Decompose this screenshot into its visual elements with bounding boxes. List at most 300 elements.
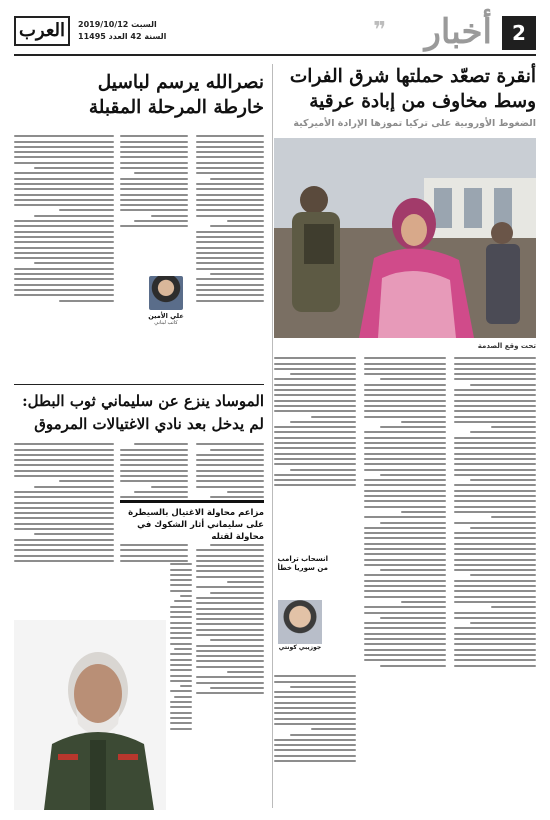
column-rule [272,64,273,808]
text-line [170,712,192,714]
text-line [120,454,188,456]
text-line [274,723,356,725]
text-line [14,491,114,493]
text-line [274,691,356,693]
quote-mark-icon: ❞ [373,18,386,43]
text-line [14,284,114,286]
text-line [454,665,536,667]
text-line [14,523,114,525]
text-line [454,564,536,566]
text-line [196,231,264,233]
lead-photo [274,138,536,338]
text-line [196,629,264,631]
text-line [380,378,446,380]
text-line [120,475,188,477]
minister-caption: جوزيبي كونتي [278,644,322,651]
text-line [364,416,446,418]
text-line [134,220,188,222]
text-line [364,405,446,407]
text-line [274,675,356,677]
text-line [14,278,114,280]
second-headline [14,70,264,120]
text-line [170,701,192,703]
text-line [196,268,264,270]
text-line [274,405,356,407]
text-line [227,671,264,673]
text-line [170,616,192,618]
text-line [14,470,114,472]
text-line [120,480,188,482]
soleimani-photo [14,620,166,810]
text-line [196,284,264,286]
text-line [14,496,114,498]
text-line [120,188,188,190]
text-line [454,447,536,449]
text-line [274,755,356,757]
text-line [14,560,114,562]
text-line [274,389,356,391]
text-line [196,236,264,238]
text-line [134,172,188,174]
text-line [134,491,188,493]
text-line [120,549,188,551]
text-line [364,442,446,444]
text-line [454,596,536,598]
text-line [14,294,114,296]
text-line [196,618,264,620]
text-line [227,220,264,222]
text-line [14,199,114,201]
text-line [364,627,446,629]
text-line [196,146,264,148]
text-line [454,643,536,645]
text-line [14,172,114,174]
text-line [274,458,356,460]
text-line [364,469,446,471]
text-line [454,627,536,629]
lead-story-col-1 [454,354,536,808]
text-line [170,622,192,624]
text-line [364,527,446,529]
text-line [14,449,114,451]
text-line [14,194,114,196]
lead-headline-line2: وسط مخاوف من إبادة عرقية [309,91,536,112]
text-line [174,696,192,698]
text-line [120,194,188,196]
text-line [170,717,192,719]
text-line [454,543,536,545]
text-line [196,613,264,615]
third-headline [14,390,264,436]
text-line [364,537,446,539]
text-line [274,437,356,439]
text-line [364,373,446,375]
text-line [120,167,188,169]
text-line [120,464,188,466]
columnist-box [136,276,196,334]
text-line [196,300,264,302]
text-line [151,486,188,488]
text-line [59,209,114,211]
text-line [364,532,446,534]
section-rule [14,384,264,385]
text-line [364,548,446,550]
text-line [196,634,264,636]
text-line [14,454,114,456]
text-line [364,431,446,433]
text-line [401,421,446,423]
text-line [454,590,536,592]
text-line [274,431,356,433]
text-line [120,135,188,137]
text-line [59,300,114,302]
text-line [196,555,264,557]
text-line [274,463,356,465]
text-line [274,474,356,476]
text-line [14,502,114,504]
third-story-col-3 [14,440,114,616]
text-line [274,484,356,486]
text-line [14,273,114,275]
text-line [274,744,356,746]
text-line [170,632,192,634]
portrait-photo [14,620,166,810]
text-line [274,760,356,762]
second-headline-line1: نصرالله يرسم لباسيل [97,72,264,93]
lead-story-col-3 [274,354,356,550]
text-line [470,527,536,529]
text-line [196,241,264,243]
text-line [170,579,192,581]
text-line [196,470,264,472]
text-line [170,584,192,586]
text-line [14,225,114,227]
text-line [196,141,264,143]
text-line [170,680,192,682]
text-line [14,252,114,254]
text-line [34,486,114,488]
text-line [454,368,536,370]
text-line [380,617,446,619]
issue-date: السبت 2019/10/12 [78,20,157,29]
text-line [364,363,446,365]
lead-story-col-3b [274,672,356,808]
text-line [364,384,446,386]
text-line [14,517,114,519]
text-line [454,654,536,656]
text-line [454,389,536,391]
text-line [454,378,536,380]
text-line [290,373,356,375]
text-line [14,544,114,546]
text-line [454,474,536,476]
text-line [380,474,446,476]
text-line [14,204,114,206]
text-line [364,368,446,370]
text-line [14,464,114,466]
text-line [364,574,446,576]
text-line [454,601,536,603]
text-line [120,470,188,472]
text-line [364,590,446,592]
text-line [401,601,446,603]
columnist-photo [149,276,183,310]
text-line [196,135,264,137]
text-line [311,728,356,730]
text-line [364,484,446,486]
text-line [170,653,192,655]
text-line [14,236,114,238]
text-line [210,544,264,546]
text-line [14,555,114,557]
text-line [210,449,264,451]
text-line [454,442,536,444]
text-line [454,453,536,455]
text-line [170,590,192,592]
text-line [210,178,264,180]
text-line [59,480,114,482]
lead-headline [274,64,536,114]
text-line [196,183,264,185]
text-line [454,617,536,619]
lead-story-col-2 [364,354,446,808]
text-line [14,459,114,461]
text-line [454,363,536,365]
text-line [454,373,536,375]
text-line [364,490,446,492]
text-line [454,649,536,651]
text-line [196,565,264,567]
text-line [196,188,264,190]
text-line [364,458,446,460]
text-line [454,532,536,534]
text-line [170,574,192,576]
text-line [380,522,446,524]
text-line [290,421,356,423]
text-line [311,416,356,418]
text-line [274,384,356,386]
text-line [290,734,356,736]
text-line [14,507,114,509]
text-line [196,560,264,562]
text-line [454,659,536,661]
text-line [227,491,264,493]
section-name: أخبار [424,12,492,52]
text-line [454,559,536,561]
text-line [34,167,114,169]
text-line [196,252,264,254]
text-line [364,638,446,640]
text-line [180,595,192,597]
text-line [364,612,446,614]
text-line [210,639,264,641]
text-line [364,654,446,656]
text-line [364,463,446,465]
text-line [274,681,356,683]
text-line [364,447,446,449]
text-line [196,480,264,482]
text-line [470,622,536,624]
text-line [120,225,188,227]
text-line [196,204,264,206]
text-line [120,449,188,451]
text-line [274,749,356,751]
text-line [364,394,446,396]
text-line [274,442,356,444]
text-line [274,712,356,714]
text-line [196,443,264,445]
text-line [170,643,192,645]
third-headline-line1: الموساد ينزع عن سليماني ثوب البطل: [22,392,264,410]
text-line [210,687,264,689]
text-line [364,649,446,651]
text-line [274,363,356,365]
text-line [14,135,114,137]
text-line [454,500,536,502]
text-line [170,569,192,571]
text-line [170,664,192,666]
text-line [170,637,192,639]
text-line [120,141,188,143]
text-line [364,622,446,624]
text-line [364,585,446,587]
text-line [210,496,264,498]
text-line [454,522,536,524]
text-line [14,188,114,190]
issue-number: السنة 42 العدد 11495 [78,32,167,41]
text-line [196,454,264,456]
text-line [210,592,264,594]
text-line [34,533,114,535]
text-line [454,421,536,423]
text-line [274,702,356,704]
text-line [274,368,356,370]
text-line [196,666,264,668]
text-line [14,247,114,249]
text-line [196,692,264,694]
third-headline-line2: لم يدخل بعد نادي الاغتيالات المرموق [34,415,264,433]
text-line [14,141,114,143]
text-line [14,528,114,530]
text-line [364,606,446,608]
text-line [274,739,356,741]
text-line [290,686,356,688]
text-line [14,146,114,148]
text-line [196,660,264,662]
text-line [364,410,446,412]
text-line [380,426,446,428]
text-line [380,665,446,667]
text-line [454,437,536,439]
second-story-col-2 [120,132,188,272]
text-line [364,559,446,561]
second-story-col-3 [14,132,114,376]
text-line [364,596,446,598]
text-line [120,209,188,211]
text-line [34,262,114,264]
text-line [14,231,114,233]
text-line [364,643,446,645]
text-line [170,669,192,671]
text-line [454,416,536,418]
text-line [120,496,188,498]
text-line [14,151,114,153]
text-line [196,608,264,610]
third-story-col-1 [196,440,264,808]
text-line [196,215,264,217]
text-line [454,537,536,539]
text-line [491,516,536,518]
text-line [274,696,356,698]
text-line [491,606,536,608]
text-line [274,718,356,720]
masthead-rule [14,54,536,56]
text-line [274,707,356,709]
minister-photo [278,600,322,644]
text-line [227,581,264,583]
lead-subheadline: الضغوط الأوروبية على تركيا تموزها الإرادة الأميركية [293,118,536,129]
text-line [196,602,264,604]
text-line [364,580,446,582]
text-line [14,178,114,180]
text-line [196,475,264,477]
text-line [196,278,264,280]
text-line [196,464,264,466]
text-line [14,289,114,291]
text-line [196,294,264,296]
text-line [196,459,264,461]
text-line [454,458,536,460]
text-line [14,268,114,270]
text-line [196,162,264,164]
text-line [196,623,264,625]
text-line [364,437,446,439]
text-line [364,357,446,359]
third-story-col-4 [170,560,192,808]
text-line [196,257,264,259]
text-line [454,405,536,407]
text-line [364,389,446,391]
text-line [196,549,264,551]
text-line [470,384,536,386]
text-line [364,400,446,402]
text-line [120,544,188,546]
text-line [170,611,192,613]
text-line [454,495,536,497]
text-line [14,220,114,222]
pull-quote: مزاعم محاولة الاغتيال بالسيطرة على سليماني أثار الشكوك في محاولة لقتله [120,500,264,543]
text-line [14,539,114,541]
text-line [14,162,114,164]
text-line [196,156,264,158]
text-line [196,247,264,249]
text-line [151,215,188,217]
masthead [14,14,536,60]
second-story-col-1 [196,132,264,376]
text-line [14,183,114,185]
text-line [134,443,188,445]
text-line [454,511,536,513]
text-line [174,600,192,602]
text-line [170,728,192,730]
text-line [274,400,356,402]
text-line [454,585,536,587]
text-line [196,151,264,153]
text-line [120,156,188,158]
text-line [380,569,446,571]
text-line [454,400,536,402]
text-line [196,209,264,211]
